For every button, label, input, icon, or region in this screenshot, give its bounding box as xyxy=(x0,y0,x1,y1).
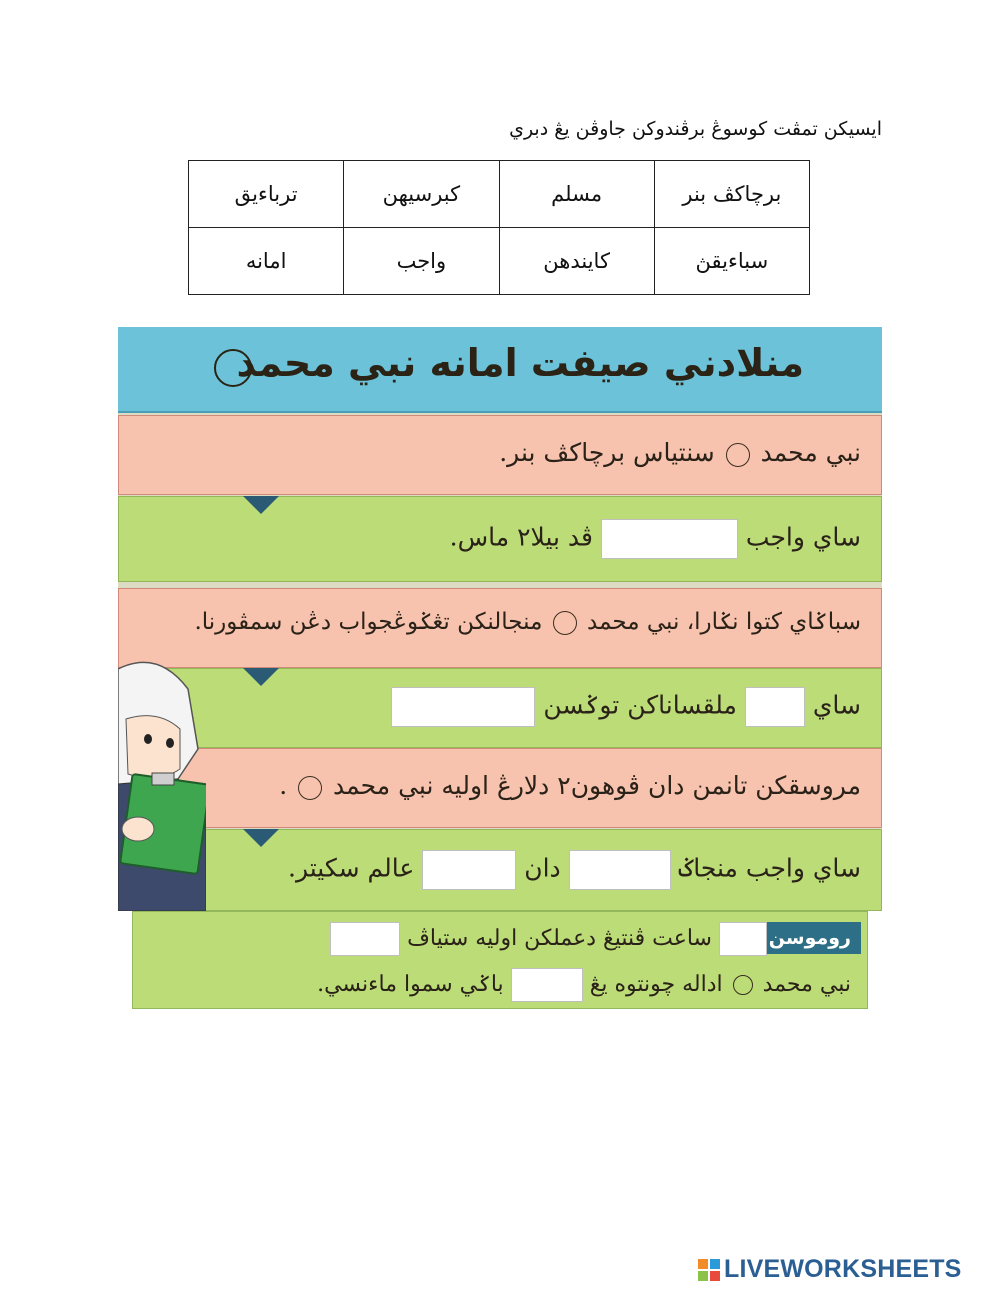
summary-box xyxy=(132,911,868,1009)
word-cell: مسلم xyxy=(499,161,654,228)
word-bank-row xyxy=(189,161,810,228)
pbuh-seal-icon xyxy=(298,776,322,800)
statement-text: نبي محمد xyxy=(760,438,861,467)
summary-tag: روموسن xyxy=(759,922,861,954)
statement-text: . xyxy=(279,771,288,800)
answer-row xyxy=(118,829,882,911)
statement-row xyxy=(118,588,882,668)
answer-input[interactable] xyxy=(391,687,535,727)
word-cell: کبرسيهن xyxy=(344,161,499,228)
down-arrow-icon xyxy=(243,496,279,514)
answer-text: ساي واجب xyxy=(745,522,861,552)
answer-input[interactable] xyxy=(719,922,767,956)
summary-text: نبي محمد xyxy=(762,972,851,997)
answer-input[interactable] xyxy=(511,968,583,1002)
down-arrow-icon xyxy=(243,668,279,686)
answer-input[interactable] xyxy=(745,687,805,727)
word-cell: برچاکڤ بنر xyxy=(654,161,809,228)
answer-row xyxy=(118,496,882,582)
statement-text: مروسقکن تانمن دان ڤوهون٢ دلارڠ اوليه نبي محمد xyxy=(333,771,861,800)
word-cell: سباءيقڽ xyxy=(654,228,809,295)
lesson-title: منلادني صيفت امانه نبي محمد xyxy=(236,341,804,385)
down-arrow-icon xyxy=(243,829,279,847)
answer-text: عالم سکيتر. xyxy=(288,853,415,883)
brand-name: LIVEWORKSHEETS xyxy=(724,1255,962,1283)
word-cell: کايندهن xyxy=(499,228,654,295)
answer-text: ملقساناکن توݢسن xyxy=(543,690,737,720)
statement-text: سباݢاي کتوا نݢارا، نبي محمد xyxy=(587,609,861,635)
pbuh-seal-icon xyxy=(726,443,750,467)
pbuh-seal-icon xyxy=(733,975,753,995)
answer-text: ساي واجب منجاݢ xyxy=(678,853,861,883)
statement-row xyxy=(118,415,882,495)
word-cell: واجب xyxy=(344,228,499,295)
liveworksheets-brand xyxy=(698,1255,994,1285)
summary-text: ساعت ڤنتيڠ دعملکن اوليه ستياڤ xyxy=(407,926,712,951)
statement-text: منجالنکن تڠݢوڠجواب دڠن سمڤورنا. xyxy=(194,609,543,635)
word-bank-table xyxy=(188,160,810,295)
lesson-title-band xyxy=(118,327,882,413)
summary-text: باݢي سموا ماءنسي. xyxy=(317,972,504,997)
summary-text: اداله چونتوه يڠ xyxy=(589,972,723,997)
answer-row xyxy=(118,668,882,748)
answer-text: دان xyxy=(524,853,561,883)
pbuh-seal-icon xyxy=(214,349,252,387)
statement-text: سنتياس برچاکڤ بنر. xyxy=(499,438,715,467)
answer-text: ساي xyxy=(812,690,861,720)
word-bank-row xyxy=(189,228,810,295)
answer-input[interactable] xyxy=(601,519,738,559)
word-cell: ترباءيق xyxy=(189,161,344,228)
answer-input[interactable] xyxy=(330,922,400,956)
statement-row xyxy=(118,748,882,828)
answer-input[interactable] xyxy=(569,850,671,890)
liveworksheets-logo-icon xyxy=(698,1259,720,1281)
word-cell: امانه xyxy=(189,228,344,295)
instruction-text: ايسيکن تمڤت کوسوڠ برڤندوکن جاوڤن يڠ دبري xyxy=(509,118,882,140)
lesson-board xyxy=(118,327,882,911)
pbuh-seal-icon xyxy=(553,611,577,635)
girl-illustration xyxy=(118,659,206,911)
answer-text: ڤد بيلا٢ ماس. xyxy=(449,522,593,552)
answer-input[interactable] xyxy=(422,850,516,890)
